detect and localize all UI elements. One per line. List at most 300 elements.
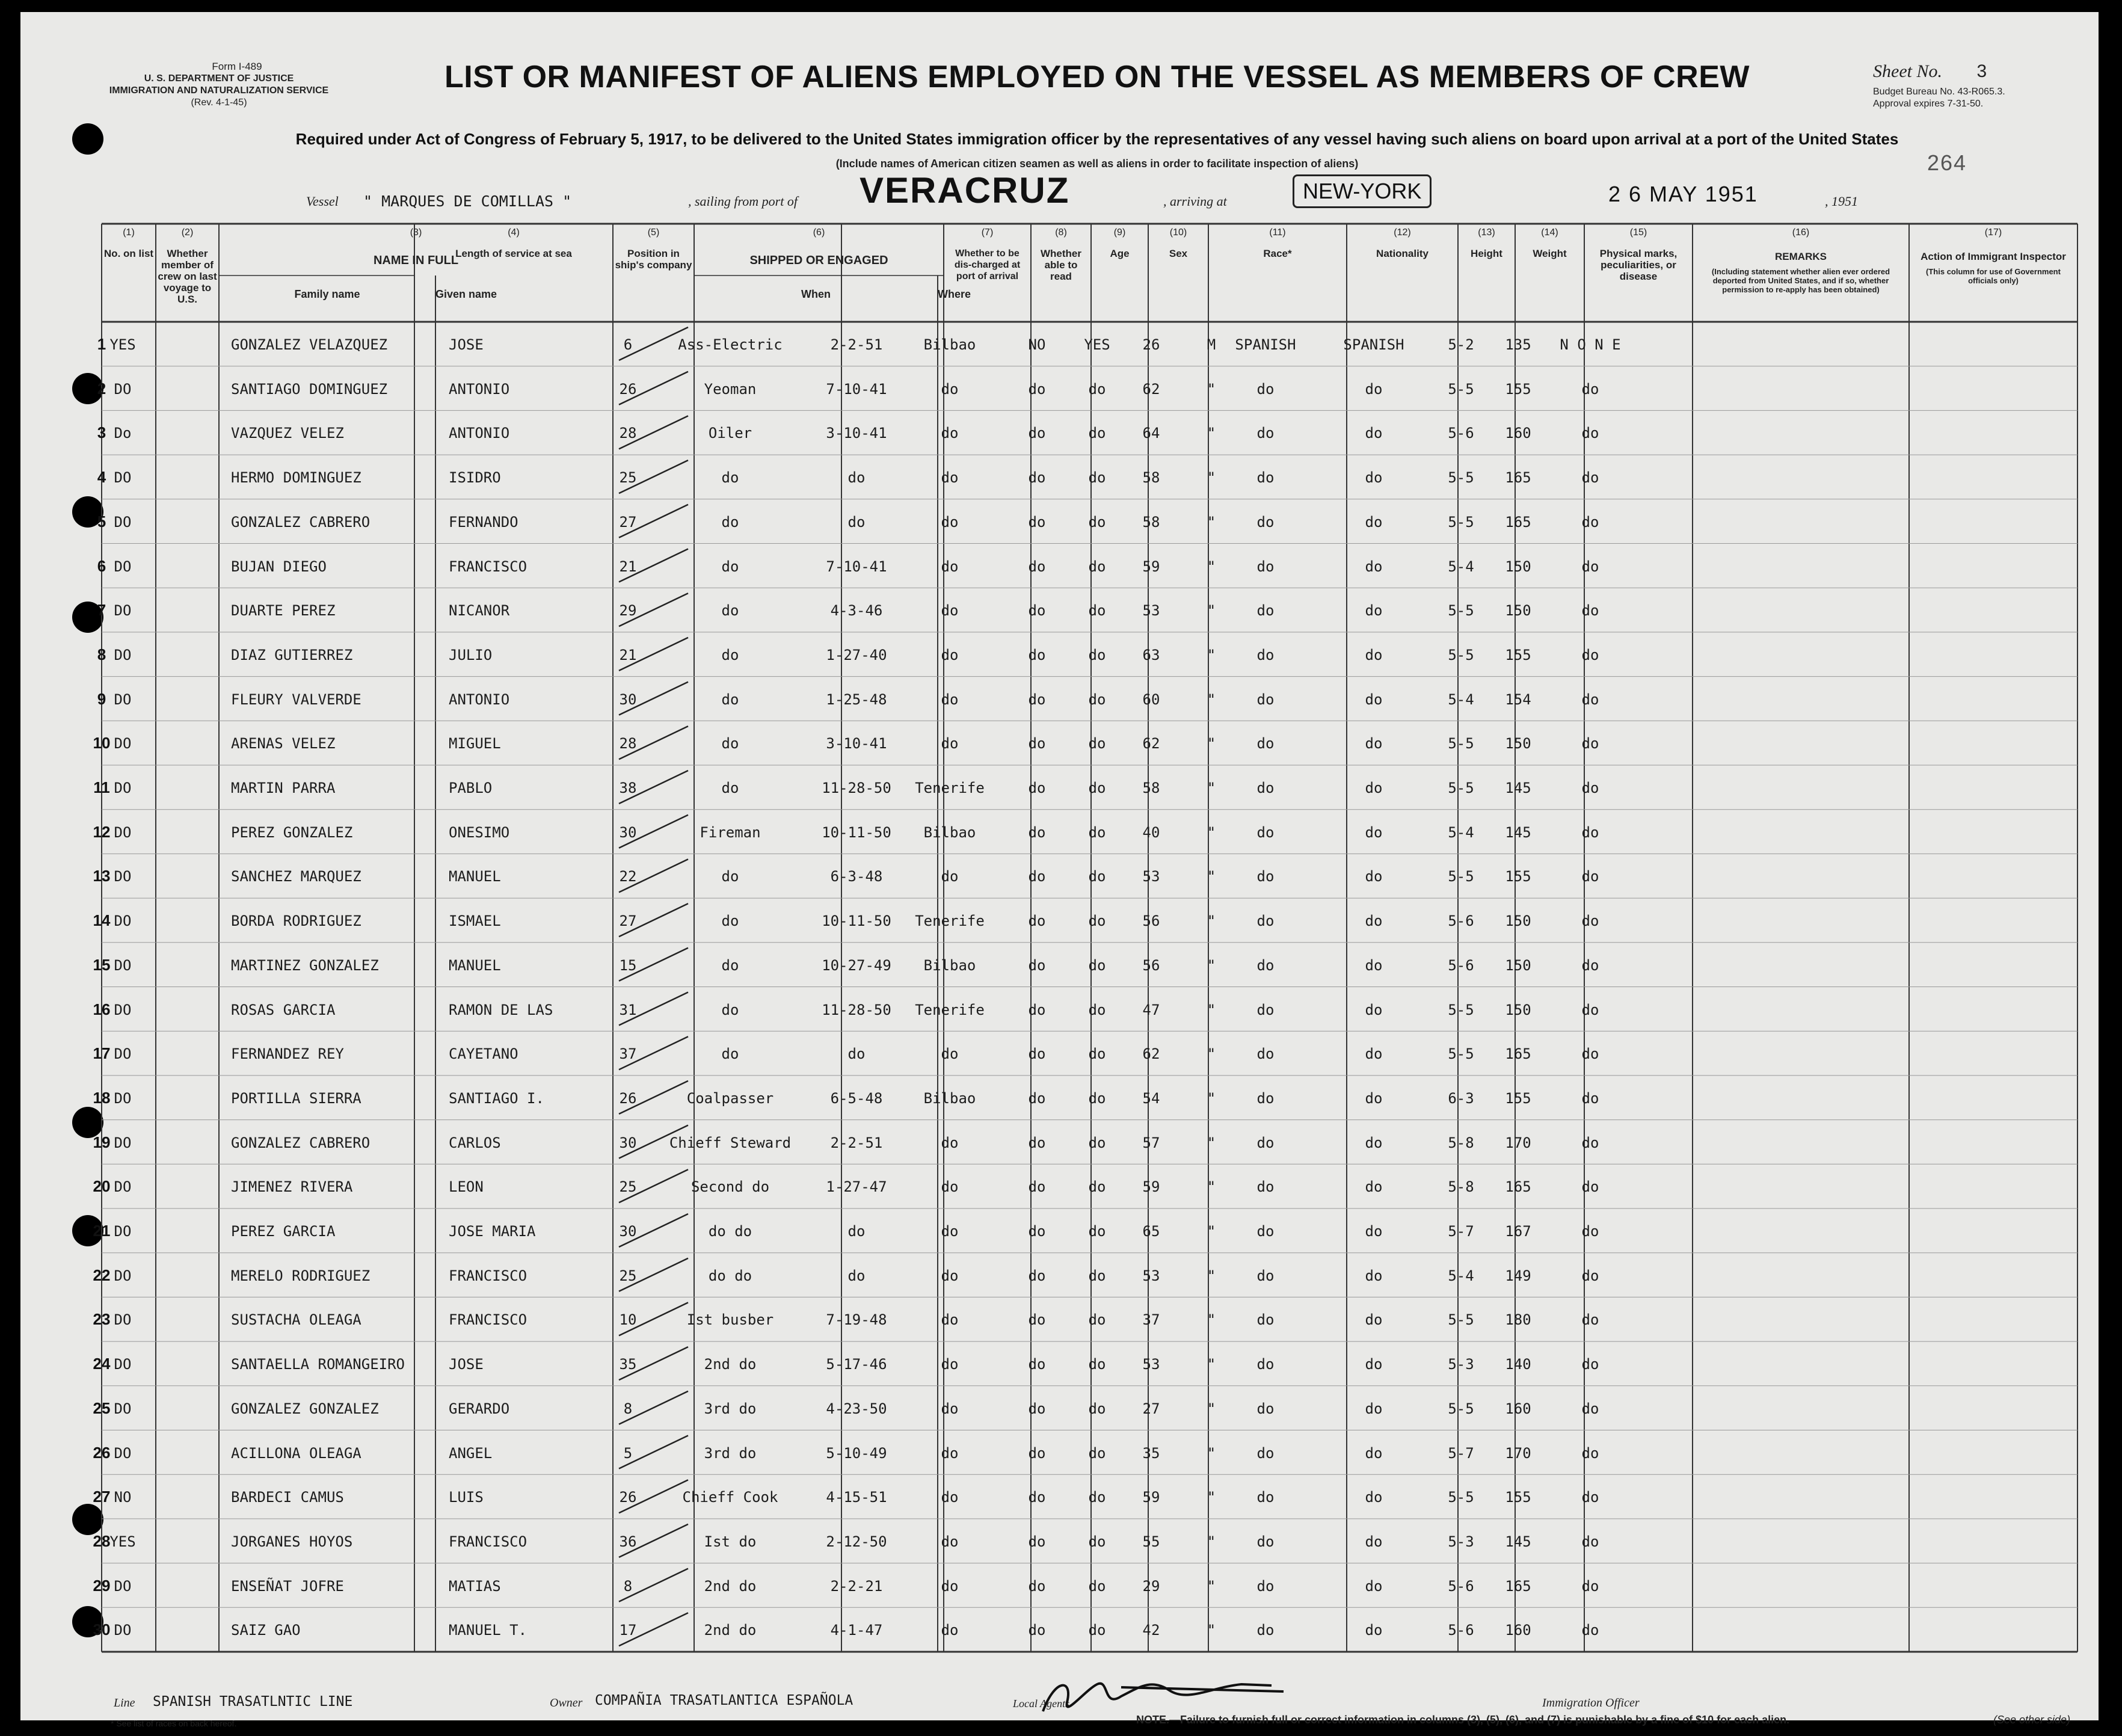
cell-age: 65	[1142, 1223, 1160, 1240]
cell-race: do	[1256, 1489, 1275, 1506]
cell-where: do	[941, 425, 959, 442]
cell-family: PEREZ GONZALEZ	[231, 823, 353, 841]
cell-nat: SPANISH	[1343, 336, 1404, 353]
cell-when: 7-10-41	[826, 558, 887, 575]
row-number: 1	[97, 335, 106, 353]
cell-given: ANTONIO	[449, 425, 510, 442]
cell-marks: do	[1581, 602, 1599, 620]
cell-sex: "	[1207, 1622, 1216, 1639]
form-number: Form I-489	[212, 61, 262, 72]
cell-race: do	[1256, 1577, 1275, 1595]
cell-where: do	[941, 691, 959, 708]
column-header: Whether able to read	[1041, 248, 1081, 282]
cell-read: do	[1088, 380, 1106, 398]
cell-marks: do	[1581, 1577, 1599, 1595]
cell-disch: do	[1028, 1444, 1046, 1462]
cell-height: 5-5	[1448, 1311, 1474, 1329]
cell-family: GONZALEZ VELAZQUEZ	[231, 336, 388, 353]
cell-nat: do	[1365, 1223, 1383, 1240]
column-subheader: Where	[938, 288, 971, 300]
cell-read: do	[1088, 868, 1106, 885]
cell-given: MIGUEL	[449, 735, 501, 753]
column-number: (17)	[1984, 227, 2002, 238]
column-header: Position in ship's company	[615, 248, 692, 271]
cell-position: do	[721, 913, 739, 930]
row-number: 28	[93, 1531, 111, 1550]
cell-service: 26	[619, 1489, 637, 1506]
cell-last: DO	[114, 868, 132, 885]
cell-nat: do	[1365, 735, 1383, 753]
cell-last: DO	[114, 558, 132, 575]
cell-given: MANUEL	[449, 868, 501, 885]
cell-race: do	[1256, 691, 1275, 708]
cell-sex: "	[1207, 1089, 1216, 1107]
cell-sex: "	[1207, 823, 1216, 841]
cell-family: JIMENEZ RIVERA	[231, 1178, 353, 1196]
cell-disch: do	[1028, 1400, 1046, 1417]
cell-race: do	[1256, 646, 1275, 663]
cell-age: 37	[1142, 1311, 1160, 1329]
cell-family: PEREZ GARCIA	[231, 1223, 336, 1240]
cell-last: DO	[114, 1577, 132, 1595]
cell-given: PABLO	[449, 780, 493, 796]
cell-weight: 149	[1505, 1267, 1531, 1284]
cell-service: 29	[619, 602, 637, 620]
cell-height: 5-3	[1448, 1533, 1474, 1550]
cell-sex: "	[1207, 1489, 1216, 1506]
cell-position: do	[721, 780, 739, 796]
cell-position: do	[721, 513, 739, 531]
cell-given: ONESIMO	[449, 823, 510, 841]
column-header: Physical marks, peculiarities, or disease	[1599, 248, 1678, 282]
cell-last: DO	[114, 1400, 132, 1417]
cell-family: ARENAS VELEZ	[231, 735, 336, 753]
cell-last: DO	[114, 691, 132, 708]
cell-when: 3-10-41	[826, 425, 887, 442]
cell-last: YES	[109, 1533, 136, 1550]
column-header: SHIPPED OR ENGAGED	[749, 254, 888, 267]
cell-given: ISIDRO	[449, 469, 501, 487]
cell-read: do	[1088, 1533, 1106, 1550]
cell-family: MARTINEZ GONZALEZ	[231, 956, 379, 974]
cell-disch: do	[1028, 735, 1046, 753]
cell-position: do	[721, 868, 739, 885]
cell-age: 58	[1142, 780, 1160, 796]
manifest-sheet	[20, 12, 2099, 1728]
line-value: SPANISH TRASATLNTIC LINE	[153, 1694, 353, 1710]
cell-service: 8	[623, 1577, 633, 1595]
cell-nat: do	[1365, 691, 1383, 708]
cell-sex: "	[1207, 513, 1216, 531]
cell-position: Second do	[690, 1178, 770, 1196]
cell-when: 10-27-49	[822, 956, 891, 974]
cell-service: 15	[619, 956, 637, 974]
cell-weight: 150	[1505, 602, 1531, 620]
cell-family: SANTIAGO DOMINGUEZ	[231, 380, 388, 398]
cell-age: 56	[1142, 913, 1160, 930]
cell-disch: do	[1028, 1311, 1046, 1329]
cell-height: 5-4	[1448, 823, 1474, 841]
cell-given: JOSE	[449, 1356, 484, 1373]
cell-race: do	[1256, 558, 1275, 575]
cell-position: Ist busber	[686, 1311, 774, 1329]
cell-given: FERNANDO	[449, 513, 518, 531]
cell-height: 5-5	[1448, 1001, 1474, 1018]
cell-height: 5-4	[1448, 691, 1474, 708]
cell-family: GONZALEZ CABRERO	[231, 513, 371, 531]
sheet-label: Sheet No.	[1873, 61, 1942, 81]
cell-given: LEON	[449, 1178, 484, 1196]
cell-race: do	[1256, 735, 1275, 753]
cell-family: VAZQUEZ VELEZ	[231, 425, 344, 442]
cell-when: do	[847, 1045, 866, 1063]
cell-sex: "	[1207, 469, 1216, 487]
cell-age: 57	[1142, 1134, 1160, 1151]
cell-last: DO	[114, 1001, 132, 1018]
column-number: (7)	[981, 227, 994, 238]
cell-family: SANTAELLA ROMANGEIRO	[231, 1356, 405, 1373]
cell-where: do	[941, 602, 959, 620]
cell-last: DO	[114, 380, 132, 398]
cell-disch: do	[1028, 1577, 1046, 1595]
row-number: 14	[93, 911, 111, 930]
column-header: Whether member of crew on last voyage to U.S.	[158, 248, 217, 305]
row-number: 21	[93, 1222, 111, 1240]
cell-disch: do	[1028, 1134, 1046, 1151]
agent-label: Local Agents	[1013, 1698, 1070, 1710]
cell-race: do	[1256, 602, 1275, 620]
owner-label: Owner	[550, 1696, 583, 1710]
cell-when: 7-10-41	[826, 380, 887, 398]
cell-nat: do	[1365, 1311, 1383, 1329]
cell-read: do	[1088, 1223, 1106, 1240]
cell-where: Bilbao	[923, 1089, 976, 1107]
cell-given: CAYETANO	[449, 1045, 518, 1063]
row-number: 11	[93, 778, 110, 796]
cell-race: do	[1256, 513, 1275, 531]
cell-marks: do	[1581, 1400, 1599, 1417]
year-label: , 1951	[1825, 194, 1858, 209]
cell-age: 64	[1142, 425, 1160, 442]
cell-last: DO	[114, 469, 132, 487]
cell-position: do	[721, 1045, 739, 1063]
cell-position: Yeoman	[704, 380, 757, 398]
cell-where: do	[941, 558, 959, 575]
cell-nat: do	[1365, 913, 1383, 930]
cell-disch: do	[1028, 1178, 1046, 1196]
cell-nat: do	[1365, 1267, 1383, 1284]
cell-read: do	[1088, 956, 1106, 974]
column-number: (14)	[1541, 227, 1558, 238]
cell-service: 30	[619, 823, 637, 841]
cell-when: 2-2-21	[830, 1577, 883, 1595]
cell-service: 26	[619, 380, 637, 398]
cell-service: 21	[619, 558, 637, 575]
cell-sex: "	[1207, 1356, 1216, 1373]
cell-position: Chieff Cook	[682, 1489, 778, 1506]
cell-family: BUJAN DIEGO	[231, 558, 327, 575]
cell-age: 29	[1142, 1577, 1160, 1595]
sailing-label: , sailing from port of	[688, 194, 798, 209]
cell-position: do do	[708, 1267, 752, 1284]
cell-where: do	[941, 1045, 959, 1063]
cell-weight: 170	[1505, 1134, 1531, 1151]
cell-when: 2-12-50	[826, 1533, 887, 1550]
row-number: 13	[93, 867, 111, 885]
cell-read: do	[1088, 1489, 1106, 1506]
cell-height: 5-5	[1448, 513, 1474, 531]
cell-sex: "	[1207, 558, 1216, 575]
cell-nat: do	[1365, 956, 1383, 974]
cell-age: 27	[1142, 1400, 1160, 1417]
cell-disch: do	[1028, 913, 1046, 930]
cell-family: GONZALEZ CABRERO	[231, 1134, 371, 1151]
cell-position: 2nd do	[704, 1622, 757, 1639]
row-number: 30	[93, 1621, 111, 1639]
cell-marks: do	[1581, 646, 1599, 663]
cell-when: 6-3-48	[830, 868, 883, 885]
cell-nat: do	[1365, 513, 1383, 531]
cell-age: 54	[1142, 1089, 1160, 1107]
cell-given: FRANCISCO	[449, 1267, 527, 1284]
cell-nat: do	[1365, 469, 1383, 487]
cell-height: 5-8	[1448, 1134, 1474, 1151]
cell-position: Chieff Steward	[669, 1134, 792, 1151]
cell-read: do	[1088, 823, 1106, 841]
cell-when: do	[847, 1223, 866, 1240]
cell-weight: 170	[1505, 1444, 1531, 1462]
cell-age: 42	[1142, 1622, 1160, 1639]
cell-marks: do	[1581, 1622, 1599, 1639]
cell-weight: 165	[1505, 1577, 1531, 1595]
cell-where: do	[941, 1311, 959, 1329]
cell-where: do	[941, 735, 959, 753]
cell-family: BARDECI CAMUS	[231, 1489, 344, 1506]
cell-when: 4-3-46	[830, 602, 883, 620]
cell-disch: do	[1028, 868, 1046, 885]
cell-age: 55	[1142, 1533, 1160, 1550]
cell-last: DO	[114, 956, 132, 974]
cell-where: do	[941, 1577, 959, 1595]
cell-family: FERNANDEZ REY	[231, 1045, 344, 1063]
cell-family: HERMO DOMINGUEZ	[231, 469, 361, 487]
cell-last: DO	[114, 1223, 132, 1240]
column-header: Age	[1110, 248, 1130, 259]
cell-where: do	[941, 1622, 959, 1639]
cell-weight: 154	[1505, 691, 1531, 708]
cell-read: do	[1088, 780, 1106, 796]
cell-marks: do	[1581, 1444, 1599, 1462]
cell-marks: do	[1581, 691, 1599, 708]
column-number: (15)	[1629, 227, 1647, 238]
cell-height: 5-5	[1448, 380, 1474, 398]
cell-marks: do	[1581, 380, 1599, 398]
cell-age: 58	[1142, 469, 1160, 487]
cell-disch: NO	[1028, 336, 1046, 353]
cell-nat: do	[1365, 646, 1383, 663]
cell-given: ANTONIO	[449, 380, 510, 398]
cell-when: 6-5-48	[830, 1089, 883, 1107]
cell-sex: "	[1207, 1533, 1216, 1550]
cell-marks: do	[1581, 1134, 1599, 1151]
cell-weight: 155	[1505, 380, 1531, 398]
vessel-name: " MARQUES DE COMILLAS "	[363, 192, 572, 210]
cell-nat: do	[1365, 1489, 1383, 1506]
cell-where: do	[941, 1356, 959, 1373]
cell-read: YES	[1084, 336, 1110, 353]
cell-family: ENSEÑAT JOFRE	[231, 1577, 344, 1595]
cell-read: do	[1088, 1577, 1106, 1595]
cell-sex: "	[1207, 380, 1216, 398]
row-number: 29	[93, 1576, 111, 1595]
cell-last: DO	[114, 1444, 132, 1462]
cell-given: JOSE MARIA	[449, 1223, 536, 1240]
row-number: 25	[93, 1399, 111, 1417]
cell-read: do	[1088, 1178, 1106, 1196]
cell-position: do	[721, 646, 739, 663]
cell-read: do	[1088, 735, 1106, 753]
cell-weight: 155	[1505, 1089, 1531, 1107]
cell-position: Fireman	[700, 823, 761, 841]
cell-height: 5-5	[1448, 602, 1474, 620]
see-other-side: (See other side)	[1993, 1714, 2071, 1726]
row-number: 20	[93, 1177, 111, 1196]
column-header: NAME IN FULL	[373, 254, 459, 267]
cell-when: 10-11-50	[822, 913, 891, 930]
cell-marks: do	[1581, 823, 1599, 841]
column-number: (16)	[1792, 227, 1810, 238]
cell-race: do	[1256, 1444, 1275, 1462]
column-header: Action of Immigrant Inspector	[1921, 251, 2066, 262]
cell-read: do	[1088, 913, 1106, 930]
cell-when: do	[847, 513, 866, 531]
cell-height: 5-5	[1448, 1489, 1474, 1506]
cell-read: do	[1088, 425, 1106, 442]
cell-disch: do	[1028, 1045, 1046, 1063]
cell-race: do	[1256, 425, 1275, 442]
cell-race: do	[1256, 1178, 1275, 1196]
column-number: (12)	[1394, 227, 1411, 238]
cell-service: 10	[619, 1311, 637, 1329]
cell-given: ANTONIO	[449, 691, 510, 708]
row-number: 4	[97, 468, 106, 487]
cell-given: FRANCISCO	[449, 1311, 527, 1329]
cell-nat: do	[1365, 558, 1383, 575]
cell-read: do	[1088, 691, 1106, 708]
cell-family: PORTILLA SIERRA	[231, 1089, 361, 1107]
cell-disch: do	[1028, 1267, 1046, 1284]
cell-read: do	[1088, 1267, 1106, 1284]
cell-age: 63	[1142, 646, 1160, 663]
cell-weight: 155	[1505, 1489, 1531, 1506]
cell-marks: do	[1581, 780, 1599, 796]
cell-service: 26	[619, 1089, 637, 1107]
cell-service: 6	[623, 336, 633, 353]
cell-weight: 150	[1505, 735, 1531, 753]
cell-read: do	[1088, 1444, 1106, 1462]
cell-age: 58	[1142, 513, 1160, 531]
cell-last: Do	[114, 425, 132, 442]
cell-weight: 150	[1505, 558, 1531, 575]
cell-weight: 145	[1505, 780, 1531, 796]
cell-race: SPANISH	[1235, 336, 1296, 353]
cell-position: do	[721, 691, 739, 708]
cell-family: FLEURY VALVERDE	[231, 691, 361, 708]
cell-read: do	[1088, 1045, 1106, 1063]
column-header: No. on list	[103, 248, 154, 259]
cell-sex: "	[1207, 1178, 1216, 1196]
cell-last: DO	[114, 513, 132, 531]
cell-height: 5-6	[1448, 1622, 1474, 1639]
cell-weight: 150	[1505, 956, 1531, 974]
cell-last: DO	[114, 1178, 132, 1196]
row-number: 22	[93, 1266, 111, 1284]
cell-where: do	[941, 868, 959, 885]
cell-family: DIAZ GUTIERREZ	[231, 646, 353, 663]
cell-where: Tenerife	[915, 780, 985, 796]
cell-marks: do	[1581, 1489, 1599, 1506]
cell-height: 5-7	[1448, 1444, 1474, 1462]
cell-weight: 160	[1505, 1400, 1531, 1417]
cell-service: 27	[619, 513, 637, 531]
column-subheader: When	[801, 288, 831, 300]
cell-nat: do	[1365, 780, 1383, 796]
cell-last: DO	[114, 780, 132, 796]
cell-service: 36	[619, 1533, 637, 1550]
row-number: 23	[93, 1310, 111, 1329]
cell-race: do	[1256, 380, 1275, 398]
column-header: Race*	[1263, 248, 1292, 259]
row-number: 3	[97, 423, 106, 442]
cell-service: 25	[619, 1178, 637, 1196]
cell-sex: "	[1207, 1400, 1216, 1417]
cell-age: 59	[1142, 1178, 1160, 1196]
cell-given: CARLOS	[449, 1134, 501, 1151]
cell-sex: "	[1207, 1223, 1216, 1240]
row-number: 2	[97, 379, 106, 398]
cell-when: 1-27-47	[826, 1178, 887, 1196]
cell-age: 53	[1142, 1356, 1160, 1373]
officer-label: Immigration Officer	[1542, 1696, 1640, 1710]
cell-height: 5-5	[1448, 469, 1474, 487]
cell-race: do	[1256, 780, 1275, 796]
cell-nat: do	[1365, 380, 1383, 398]
row-number: 17	[93, 1044, 111, 1063]
cell-age: 53	[1142, 602, 1160, 620]
cell-nat: do	[1365, 1533, 1383, 1550]
row-number: 8	[97, 645, 106, 663]
cell-read: do	[1088, 1311, 1106, 1329]
cell-disch: do	[1028, 1223, 1046, 1240]
cell-service: 28	[619, 735, 637, 753]
cell-given: LUIS	[449, 1489, 484, 1506]
column-note: (This column for use of Government officials only)	[1926, 267, 2061, 285]
cell-last: DO	[114, 1356, 132, 1373]
cell-when: 2-2-51	[830, 1134, 883, 1151]
cell-marks: do	[1581, 1223, 1599, 1240]
cell-last: DO	[114, 1089, 132, 1107]
cell-marks: N O N E	[1560, 336, 1621, 353]
cell-family: BORDA RODRIGUEZ	[231, 913, 361, 930]
cell-service: 31	[619, 1001, 637, 1018]
row-number: 26	[93, 1443, 111, 1462]
column-header: REMARKS	[1775, 251, 1827, 262]
cell-height: 5-5	[1448, 1045, 1474, 1063]
cell-race: do	[1256, 1533, 1275, 1550]
column-subheader: Given name	[435, 288, 497, 300]
cell-nat: do	[1365, 1400, 1383, 1417]
cell-where: do	[941, 1223, 959, 1240]
